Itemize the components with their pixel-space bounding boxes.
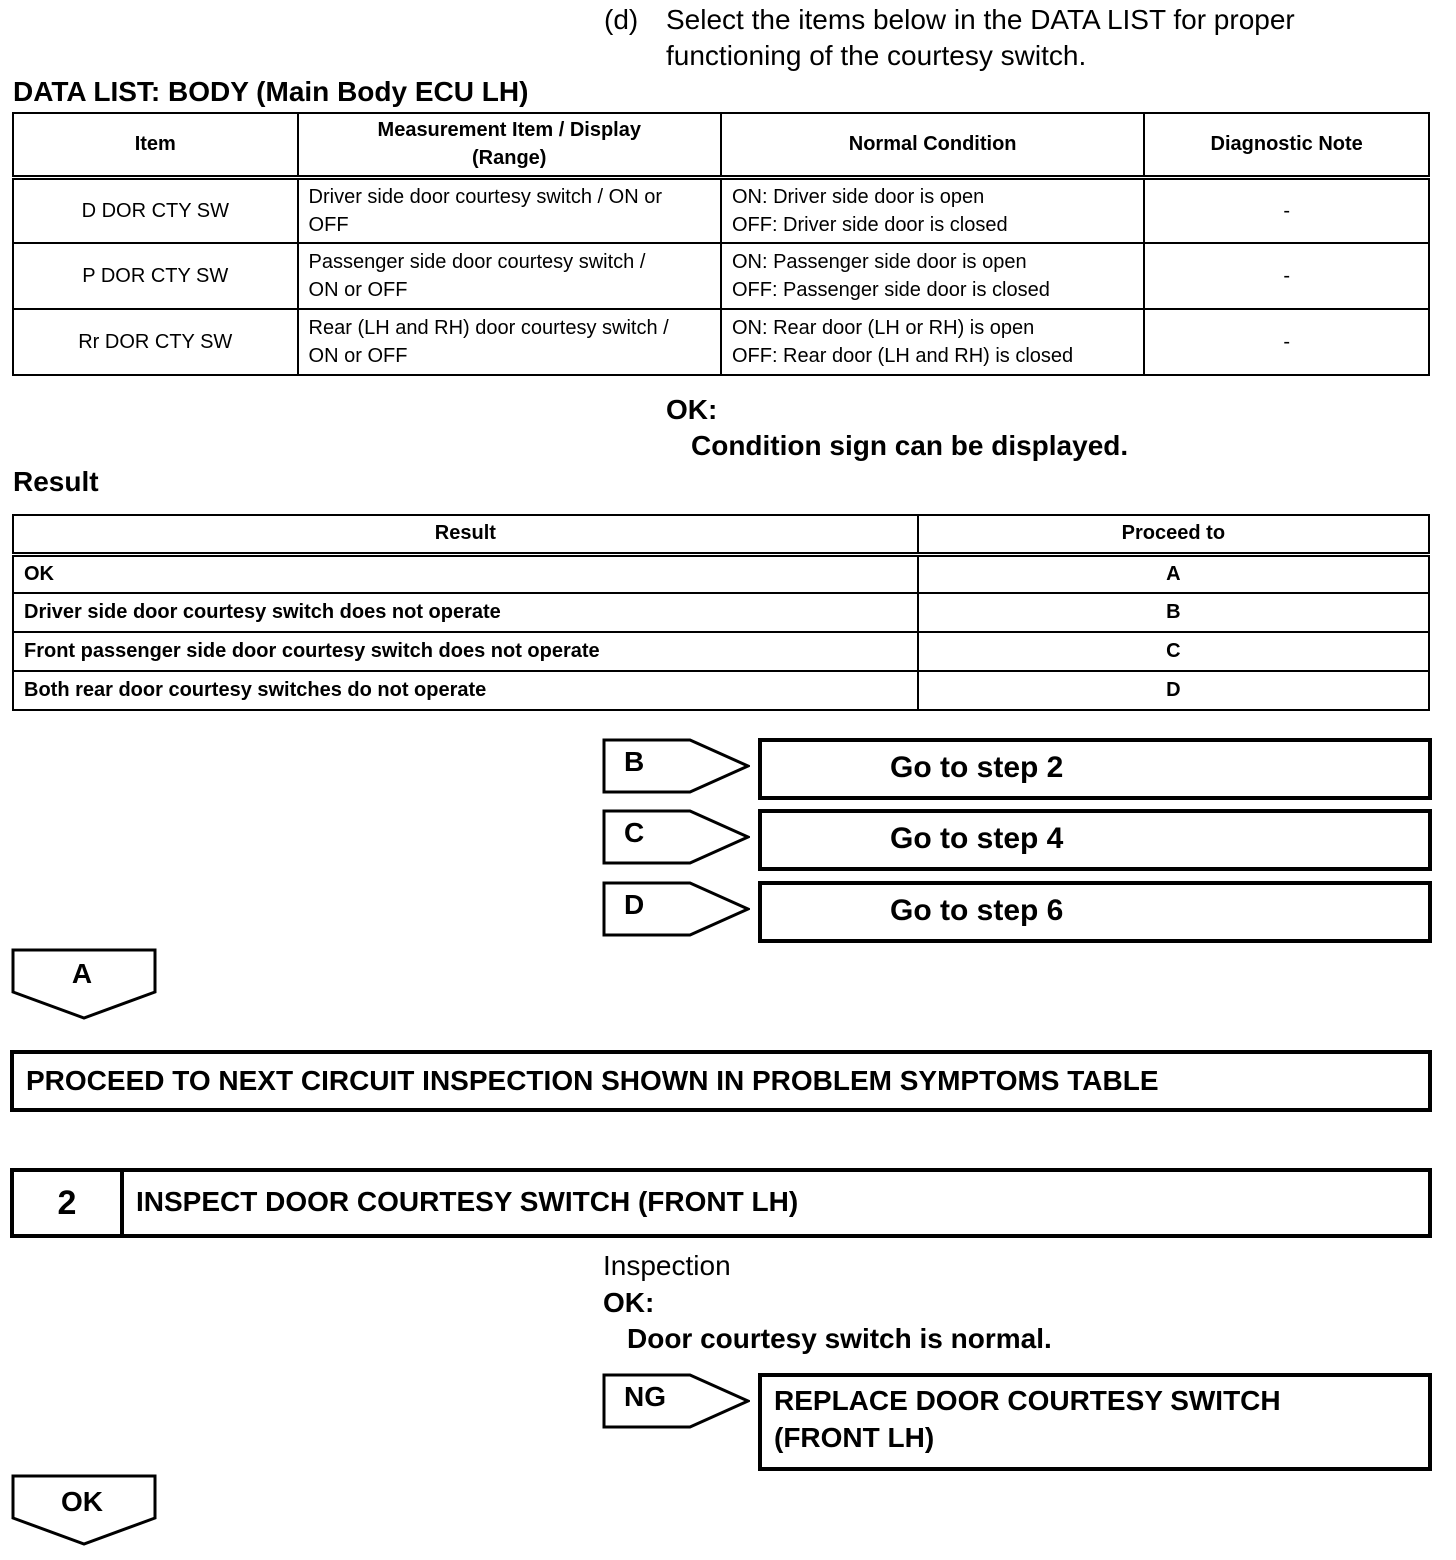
header-result: Result [13,515,918,554]
normal-line1: ON: Rear door (LH or RH) is open [731,317,1035,339]
ng-label: NG [624,1381,666,1412]
result-cell: Front passenger side door courtesy switch does not operate [13,632,918,671]
header-proceed-to: Proceed to [918,515,1429,554]
result-cell: Driver side door courtesy switch does not operate [13,593,918,632]
table-row [13,671,1429,710]
ok-tab-label: OK [61,1486,103,1517]
data-list-header-row [13,113,1429,177]
step-d-line1: Select the items below in the DATA LIST for proper [666,4,1295,35]
normal-condition-cell [721,243,1144,309]
branch-b-tab[interactable] [602,738,750,794]
table-row [13,177,1429,243]
normal-line2: OFF: Passenger side door is closed [731,279,1050,301]
result-title: Result [13,466,99,497]
step-d-line2: functioning of the courtesy switch. [666,40,1087,71]
ok-condition-text: Condition sign can be displayed. [691,430,1129,461]
branch-c-tab[interactable] [602,809,750,865]
go-to-step-6-box[interactable] [758,881,1432,943]
result-cell: Both rear door courtesy switches do not operate [13,671,918,710]
normal-line2: OFF: Rear door (LH and RH) is closed [731,345,1074,367]
normal-line2: OFF: Driver side door is closed [731,213,1008,236]
step-2-ok-text: Door courtesy switch is normal. [627,1323,1052,1354]
step-number: 2 [14,1172,124,1234]
measurement-line1: Driver side door courtesy switch / ON or [308,185,662,208]
inspection-label: Inspection [603,1250,731,1281]
ng-tab[interactable] [602,1373,750,1429]
header-measurement-line2: (Range) [472,147,547,170]
proceed-next-inspection-text: PROCEED TO NEXT CIRCUIT INSPECTION SHOWN IN PROBLEM SYMPTOMS TABLE [26,1065,1159,1096]
table-row [13,554,1429,593]
step-2-header [10,1168,1432,1238]
table-row [13,309,1429,375]
measurement-line2: ON or OFF [308,279,408,301]
data-list-title: DATA LIST: BODY (Main Body ECU LH) [13,76,529,107]
measurement-cell [298,243,721,309]
go-to-step-2-box[interactable] [758,738,1432,800]
header-normal-condition: Normal Condition [721,113,1144,177]
measurement-line2: ON or OFF [308,345,408,367]
table-row [13,593,1429,632]
measurement-line1: Passenger side door courtesy switch / [308,251,646,273]
diagnostic-note-cell: - [1144,177,1429,243]
proceed-cell: B [918,593,1429,632]
normal-line1: ON: Driver side door is open [731,185,985,208]
item-cell: D DOR CTY SW [13,177,298,243]
go-to-step-4-box[interactable] [758,809,1432,871]
header-measurement [298,113,721,177]
go-to-step-6-text: Go to step 6 [890,894,1064,927]
replace-switch-line1: REPLACE DOOR COURTESY SWITCH [774,1385,1281,1416]
normal-condition-cell [721,177,1144,243]
proceed-next-inspection-box[interactable] [10,1050,1432,1112]
diagnostic-note-cell: - [1144,243,1429,309]
normal-line1: ON: Passenger side door is open [731,251,1027,273]
header-item: Item [13,113,298,177]
go-to-step-4-text: Go to step 4 [890,822,1064,855]
measurement-line2: OFF [308,213,349,236]
branch-c-label: C [624,817,645,848]
step-letter: (d) [604,4,639,35]
go-to-step-2-text: Go to step 2 [890,751,1064,784]
measurement-line1: Rear (LH and RH) door courtesy switch / [308,317,669,339]
proceed-cell: A [918,554,1429,593]
branch-d-label: D [624,889,645,920]
branch-d-tab[interactable] [602,881,750,937]
header-diagnostic-note: Diagnostic Note [1144,113,1429,177]
step-2-ok-label: OK: [603,1287,655,1318]
replace-switch-box[interactable] [758,1373,1432,1471]
table-row [13,243,1429,309]
table-row [13,632,1429,671]
normal-condition-cell [721,309,1144,375]
measurement-cell [298,177,721,243]
diagnostic-note-cell: - [1144,309,1429,375]
ok-label: OK: [666,394,718,425]
branch-a-label: A [71,958,93,989]
step-d-text [666,2,1446,74]
replace-switch-line2: (FRONT LH) [774,1422,935,1453]
item-cell: Rr DOR CTY SW [13,309,298,375]
item-cell: P DOR CTY SW [13,243,298,309]
branch-b-label: B [624,746,645,777]
branch-a-tab[interactable] [11,948,157,1020]
ok-tab[interactable] [11,1474,157,1546]
result-cell: OK [13,554,918,593]
result-header-row [13,515,1429,554]
measurement-cell [298,309,721,375]
step-title: INSPECT DOOR COURTESY SWITCH (FRONT LH) [136,1186,799,1217]
data-list-table [12,112,1430,376]
proceed-cell: D [918,671,1429,710]
proceed-cell: C [918,632,1429,671]
result-table [12,514,1430,711]
header-measurement-line1: Measurement Item / Display [377,119,641,142]
